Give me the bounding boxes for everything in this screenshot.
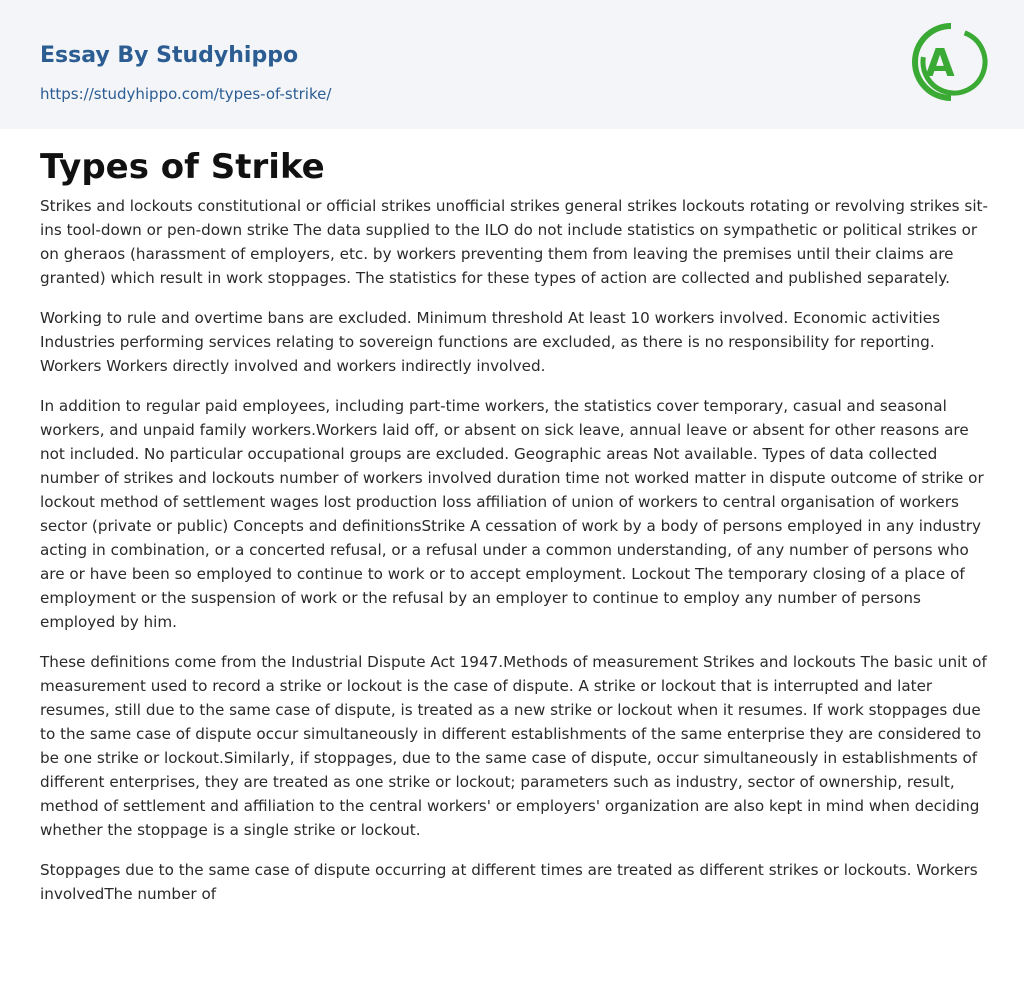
logo-letter: A [925,41,955,85]
essay-paragraph: Stoppages due to the same case of dispute occurring at different times are treated as different strikes or lockouts. Workers involvedThe number of [40,861,978,903]
source-url-link[interactable]: https://studyhippo.com/types-of-strike/ [40,85,332,103]
essay-paragraph: Strikes and lockouts constitutional or official strikes unofficial strikes general strikes lockouts rotating or revolving strikes sit-ins tool-down or pen-down strike The data supplied to the ILO do not include statistics on sympathetic or political strikes or on gheraos (harassment of employers, etc. by workers preventing them from leaving the premises until their claims are granted) which result in work stoppages. The statistics for these types of action are collected and published separately. [40,197,988,287]
page-title: Types of Strike [40,147,325,187]
site-header [0,0,1024,129]
essay-paragraph: Working to rule and overtime bans are excluded. Minimum threshold At least 10 workers involved. Economic activities Industries performing services relating to sovereign functions are excluded, as there is no responsibility for reporting. Workers Workers directly involved and workers indirectly involved. [40,309,941,375]
essay-paragraph: In addition to regular paid employees, including part-time workers, the statistics cover temporary, casual and seasonal workers, and unpaid family workers.Workers laid off, or absent on sick leave, annual leave or absent for other reasons are not included. No particular occupational groups are excluded. Geographic areas Not available. Types of data collected number of strikes and lockouts number of workers involved duration time not worked matter in dispute outcome of strike or lockout method of settlement wages lost production loss affiliation of union of workers to central organisation of workers sector (private or public) Concepts and definitionsStrike A cessation of work by a body of persons employed in any industry acting in combination, or a concerted refusal, or a refusal under a common understanding, of any number of persons who are or have been so employed to continue to work or to accept employment. Lockout The temporary closing of a place of employment or the suspension of work or the refusal by an employer to continue to employ any number of persons employed by him. [40,397,984,631]
essay-paragraph: These definitions come from the Industrial Dispute Act 1947.Methods of measurement Strikes and lockouts The basic unit of measurement used to record a strike or lockout is the case of dispute. A strike or lockout that is interrupted and later resumes, still due to the same case of dispute, is treated as a new strike or lockout when it resumes. If work stoppages due to the same case of dispute occur simultaneously in different establishments of the same enterprise they are considered to be one strike or lockout.Similarly, if stoppages, due to the same case of dispute, occur simultaneously in establishments of different enterprises, they are treated as one strike or lockout; parameters such as industry, sector of ownership, result, method of settlement and affiliation to the central workers' or employers' organization are also kept in mind when deciding whether the stoppage is a single strike or lockout. [40,653,987,839]
studyhippo-logo-icon[interactable] [898,16,990,108]
essay-body [40,194,990,922]
brand-title: Essay By Studyhippo [40,43,299,68]
